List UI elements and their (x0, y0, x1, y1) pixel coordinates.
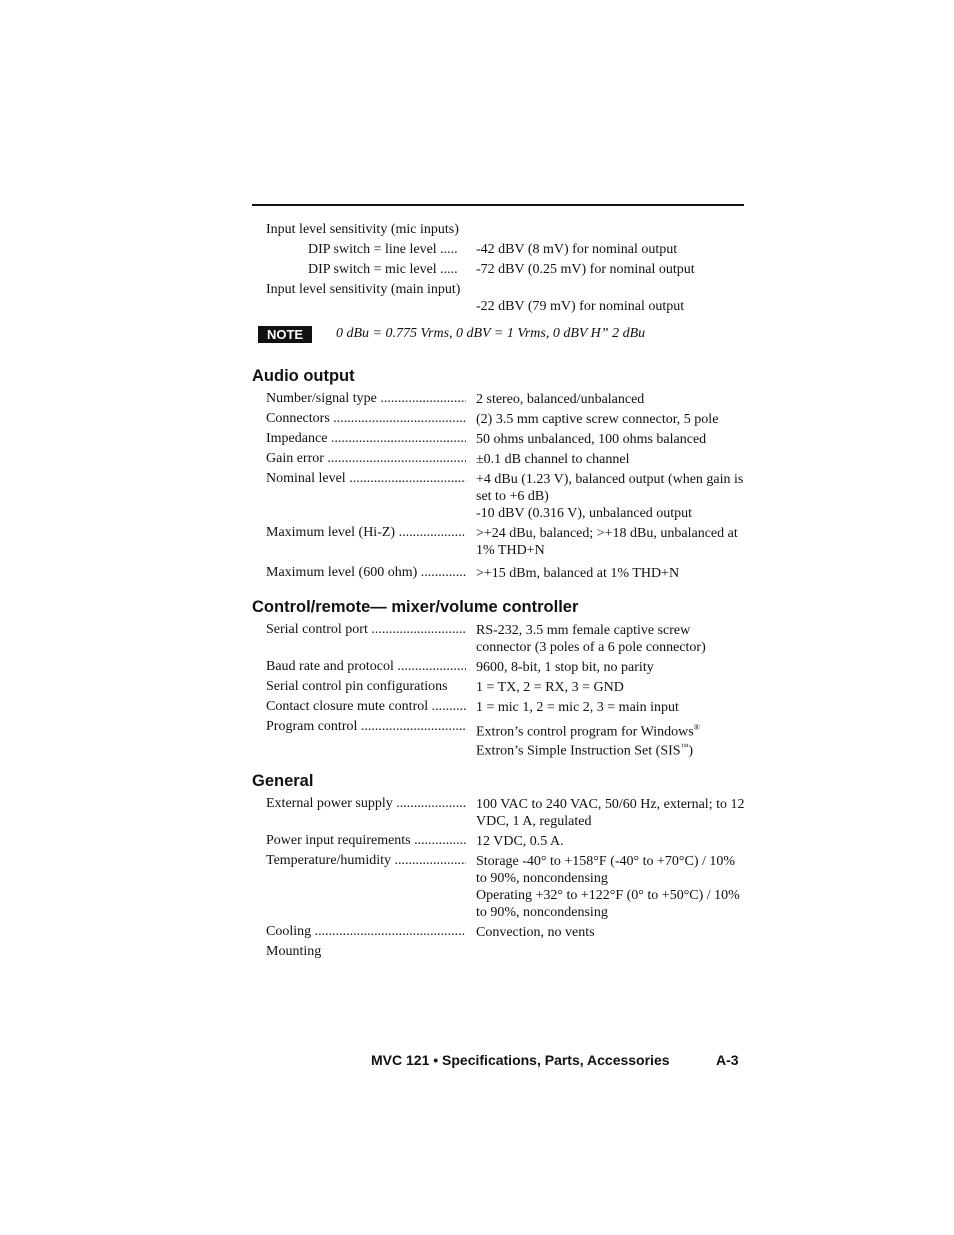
spec-value: Extron’s Simple Instruction Set (SIS™) (476, 742, 694, 759)
spec-value: 9600, 8-bit, 1 stop bit, no parity (476, 660, 654, 675)
spec-label: Serial control pin configurations (266, 679, 448, 694)
spec-value: Convection, no vents (476, 925, 595, 940)
spec-value: Extron’s control program for Windows® (476, 723, 700, 740)
spec-label: Temperature/humidity ..... (266, 853, 466, 869)
spec-label: Contact closure mute control ..... (266, 699, 466, 715)
dip-mic-value: -72 dBV (0.25 mV) for nominal output (476, 262, 695, 277)
spec-label: External power supply ..... (266, 796, 466, 812)
spec-value: 12 VDC, 0.5 A. (476, 834, 564, 849)
spec-value: -10 dBV (0.316 V), unbalanced output (476, 506, 693, 521)
spec-value: Operating +32° to +122°F (0° to +50°C) / 10% to 90%, noncondensing (476, 888, 740, 920)
dip-line-value: -42 dBV (8 mV) for nominal output (476, 242, 678, 257)
spec-value: +4 dBu (1.23 V), balanced output (when gain is set to +6 dB) (476, 472, 744, 504)
spec-value: ±0.1 dB channel to channel (476, 452, 630, 467)
spec-label: Nominal level ..... (266, 471, 466, 487)
control-heading: Control/remote— mixer/volume controller (252, 598, 579, 616)
page-number: A-3 (716, 1052, 739, 1068)
mic-input-sensitivity-title: Input level sensitivity (mic inputs) (266, 222, 459, 237)
spec-value: 50 ohms unbalanced, 100 ohms balanced (476, 432, 707, 447)
general-heading: General (252, 772, 314, 790)
main-input-value: -22 dBV (79 mV) for nominal output (476, 299, 685, 314)
spec-value: 1 = TX, 2 = RX, 3 = GND (476, 680, 624, 695)
dip-mic-label: DIP switch = mic level ..... (308, 262, 458, 277)
spec-value: 100 VAC to 240 VAC, 50/60 Hz, external; to 12 VDC, 1 A, regulated (476, 797, 745, 829)
spec-value: Storage -40° to +158°F (-40° to +70°C) / 10% to 90%, noncondensing (476, 854, 736, 886)
spec-value: >+24 dBu, balanced; >+18 dBu, unbalanced at 1% THD+N (476, 526, 738, 558)
main-input-sensitivity-title: Input level sensitivity (main input) (266, 282, 461, 297)
spec-label: Maximum level (Hi-Z) ..... (266, 525, 466, 541)
spec-value: >+15 dBm, balanced at 1% THD+N (476, 566, 680, 581)
spec-label: Impedance ..... (266, 431, 466, 447)
spec-label: Baud rate and protocol ..... (266, 659, 466, 675)
spec-value: 1 = mic 1, 2 = mic 2, 3 = main input (476, 700, 679, 715)
spec-value: 2 stereo, balanced/unbalanced (476, 392, 645, 407)
spec-label: Gain error ..... (266, 451, 466, 467)
note-text: 0 dBu = 0.775 Vrms, 0 dBV = 1 Vrms, 0 dBV H” 2 dBu (336, 326, 646, 341)
spec-value: (2) 3.5 mm captive screw connector, 5 pole (476, 412, 719, 427)
footer-title: MVC 121 • Specifications, Parts, Accessories (371, 1052, 670, 1068)
spec-label: Mounting (266, 944, 322, 959)
dip-line-label: DIP switch = line level ..... (308, 242, 458, 257)
spec-label: Connectors ..... (266, 411, 466, 427)
spec-label: Program control ..... (266, 719, 466, 735)
audio-output-heading: Audio output (252, 367, 355, 385)
spec-value: RS-232, 3.5 mm female captive screw connector (3 poles of a 6 pole connector) (476, 623, 706, 655)
spec-label: Power input requirements ..... (266, 833, 466, 849)
spec-label: Number/signal type ..... (266, 391, 466, 407)
spec-label: Maximum level (600 ohm) ..... (266, 565, 466, 581)
spec-label: Cooling ..... (266, 924, 466, 940)
note-badge: NOTE (258, 326, 312, 343)
spec-label: Serial control port ..... (266, 622, 466, 638)
top-rule (252, 204, 744, 206)
